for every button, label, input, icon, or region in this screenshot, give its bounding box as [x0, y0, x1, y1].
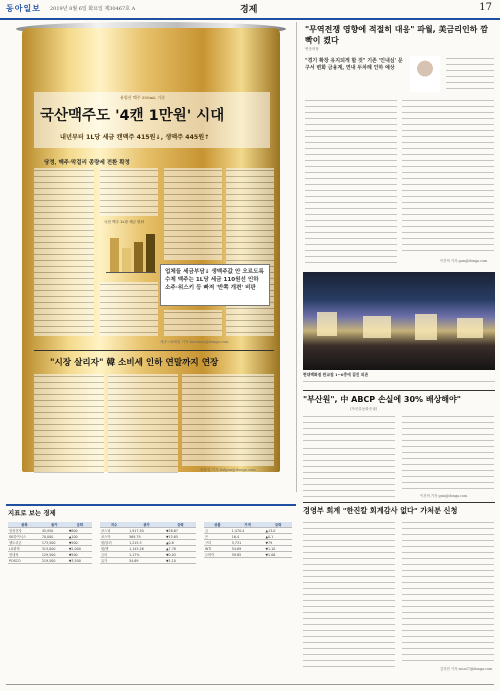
second-byline: 송충현 기자 balgun@donga.com — [200, 468, 256, 472]
table-cell: 유가 — [100, 558, 128, 564]
column-header: 등락 — [165, 522, 196, 528]
right-top-headline: "무역전쟁 영향에 적절히 대응" 파월, 美금리인하 깜빡이 켰다 — [305, 25, 488, 45]
second-headline: "시장 살리자" 韓 소비세 인하 연말까지 연장 — [50, 358, 219, 368]
table-cell: ▼1.10 — [264, 546, 292, 552]
divider — [34, 350, 274, 351]
market-table-stocks — [8, 522, 92, 564]
photo-window — [415, 314, 437, 340]
table-cell: ▼1.06 — [264, 552, 292, 558]
bottom-right-byline: 김자현 기자 zion37@donga.com — [440, 667, 493, 671]
table-cell: ▼1.10 — [165, 558, 196, 564]
table-cell: ▲7.78 — [165, 546, 196, 552]
table-cell: WTI — [204, 546, 231, 552]
lead-kicker: 유럽산 맥주 350mL 기준 — [120, 95, 165, 100]
department-store-photo — [303, 272, 495, 370]
lead-subhead: 당정, 맥주·막걸리 종량세 전환 확정 — [44, 160, 130, 166]
table-cell: ▼2,000 — [68, 546, 92, 552]
bottom-right-headline: 경영부 회계 "한진칼 회계감사 없다" 가처분 신청 — [303, 506, 458, 515]
table-cell: 173,500 — [41, 540, 68, 546]
photo-caption: 현대백화점 판교점 1~6층에 걸친 외관 — [303, 372, 369, 377]
callout-text: 업체들 세금부담↓ 생맥주값 안 오르도록 수제 맥주는 1L당 세금 110원선 인하 소주·위스키 등 빠져 '반쪽 개편' 비판 — [165, 269, 264, 291]
second-body-col-1 — [34, 374, 104, 474]
table-cell: 219,500 — [41, 558, 68, 564]
column-header: 가격 — [231, 522, 265, 528]
table-cell: 1,143.26 — [128, 546, 165, 552]
table-cell: 현대차 — [8, 552, 41, 558]
page-number: 17 — [479, 2, 492, 13]
table-cell: 1,215.3 — [128, 540, 165, 546]
table-cell: 129,500 — [41, 552, 68, 558]
table-cell: ▲0.1 — [264, 534, 292, 540]
table-cell: 원/달러 — [100, 540, 128, 546]
page-bottom-rule — [6, 684, 494, 685]
table-cell: ▼79 — [264, 540, 292, 546]
market-table-index — [100, 522, 196, 564]
table-cell: ▲100 — [68, 534, 92, 540]
right-top-byline: 이건혁 기자 gun@donga.com — [440, 259, 488, 263]
photo-window — [457, 318, 483, 338]
table-header-row — [100, 522, 196, 528]
lead-byline: 세종=최혜령 기자 herstory@donga.com — [160, 340, 229, 344]
table-cell: LG화학 — [8, 546, 41, 552]
right-mid-body-col-2 — [402, 414, 494, 492]
table-row — [100, 558, 196, 564]
section-title: 경제 — [240, 5, 258, 15]
photo-window — [317, 312, 337, 336]
newspaper-logo: 동아일보 — [6, 3, 41, 13]
second-body-col-3 — [182, 374, 274, 466]
chart-title: 국산 맥주 1L당 세금 변화 — [104, 220, 145, 224]
column-header: 등락 — [68, 522, 92, 528]
table-row — [8, 558, 92, 564]
right-mid-body-col-1 — [303, 446, 395, 498]
table-cell: 코스닥 — [100, 534, 128, 540]
table-cell: ▼0.03 — [165, 552, 196, 558]
chart-axis — [106, 272, 156, 273]
second-body-col-2 — [108, 374, 178, 474]
table-cell: 5,731 — [231, 540, 265, 546]
column-header: 종가 — [128, 522, 165, 528]
right-mid-body-a — [303, 414, 395, 444]
right-top-quote: "경기 확장 유지되게 할 것" 기존 '인내심' 문구서 변화 금융계, 연내 두차례 인하 예상 — [305, 58, 403, 72]
table-cell: ▼3,500 — [68, 558, 92, 564]
masthead — [0, 0, 500, 20]
chart-bar-2 — [122, 248, 131, 272]
lead-headline: 국산맥주도 '4캔 1만원' 시대 — [40, 108, 225, 124]
right-top-credit: 연준의장 — [305, 47, 319, 51]
lead-deck: 내년부터 1L당 세금 캔맥주 415원↓, 생맥주 445원↑ — [60, 134, 210, 141]
table-header-row — [204, 522, 292, 528]
right-mid-headline: "부산원", 中 ABCP 손실에 30% 배상해야" — [303, 395, 461, 404]
market-rule — [6, 504, 296, 506]
table-cell: 두바이 — [204, 552, 231, 558]
table-cell: 54.69 — [231, 546, 265, 552]
table-cell: 코스피 — [100, 528, 128, 534]
chart-bar-1 — [110, 238, 119, 272]
table-cell: 54.69 — [128, 558, 165, 564]
right-mid-byline: 이건혁 기자 gun@donga.com — [420, 494, 468, 498]
photo-window — [363, 316, 391, 338]
column-divider — [296, 22, 297, 492]
lead-body-col-4 — [226, 168, 274, 336]
table-cell: ▼28.67 — [165, 528, 196, 534]
chart-bar-4 — [146, 234, 155, 272]
issue-date: 2019년 8월 6일 화요일 제30467호 A — [50, 6, 136, 12]
column-header: 상품 — [204, 522, 231, 528]
table-cell: 1.17% — [128, 552, 165, 558]
bottom-right-body-col-1 — [303, 520, 395, 670]
table-cell: ▼500 — [68, 552, 92, 558]
table-cell: 16.4 — [231, 534, 265, 540]
table-cell: ▼800 — [68, 528, 92, 534]
table-cell: 1,470.4 — [231, 528, 265, 534]
lead-body-col-1 — [34, 168, 94, 336]
table-cell: ▲0.6 — [165, 540, 196, 546]
divider — [303, 502, 495, 503]
lead-body-col-2b — [100, 282, 158, 336]
table-cell: 1,917.50 — [128, 528, 165, 534]
table-cell: SK하이닉스 — [8, 534, 41, 540]
column-header: 지수 — [100, 522, 128, 528]
column-header: 종가 — [41, 522, 68, 528]
table-cell: 70,000 — [41, 534, 68, 540]
lead-body-col-2a — [100, 168, 158, 216]
table-cell: 구리 — [204, 540, 231, 546]
table-cell: 59.85 — [231, 552, 265, 558]
table-cell: ▼500 — [68, 540, 92, 546]
table-cell: ▼15.65 — [165, 534, 196, 540]
table-cell: 금 — [204, 528, 231, 534]
table-cell: 금리 — [100, 552, 128, 558]
lead-callout-box — [160, 264, 270, 306]
market-title: 지표로 보는 경제 — [8, 509, 56, 517]
table-cell: POSCO — [8, 558, 41, 564]
table-row — [204, 552, 292, 558]
table-cell: ▲13.0 — [264, 528, 292, 534]
right-top-body-col-2 — [402, 98, 494, 256]
table-cell: 삼성전자 — [8, 528, 41, 534]
divider — [303, 390, 495, 391]
lead-body-col-3a — [164, 168, 222, 260]
table-cell: 45,950 — [41, 528, 68, 534]
tax-change-chart — [104, 220, 156, 278]
powell-portrait — [410, 56, 440, 92]
table-cell: 셀트리온 — [8, 540, 41, 546]
right-mid-credit: (자산유동화증권) — [350, 407, 378, 411]
table-cell: 은 — [204, 534, 231, 540]
table-cell: 569.79 — [128, 534, 165, 540]
bottom-right-body-col-2 — [402, 520, 494, 664]
table-cell: 원/엔 — [100, 546, 128, 552]
chart-bar-3 — [134, 242, 143, 272]
lead-body-col-3b — [164, 310, 222, 336]
column-header: 등락 — [264, 522, 292, 528]
market-table-commodities — [204, 522, 292, 558]
column-header: 종목 — [8, 522, 41, 528]
photo-caption-lines — [303, 379, 495, 387]
right-top-body-col-1 — [305, 98, 397, 264]
right-top-body-a — [446, 56, 494, 92]
table-cell: 313,000 — [41, 546, 68, 552]
